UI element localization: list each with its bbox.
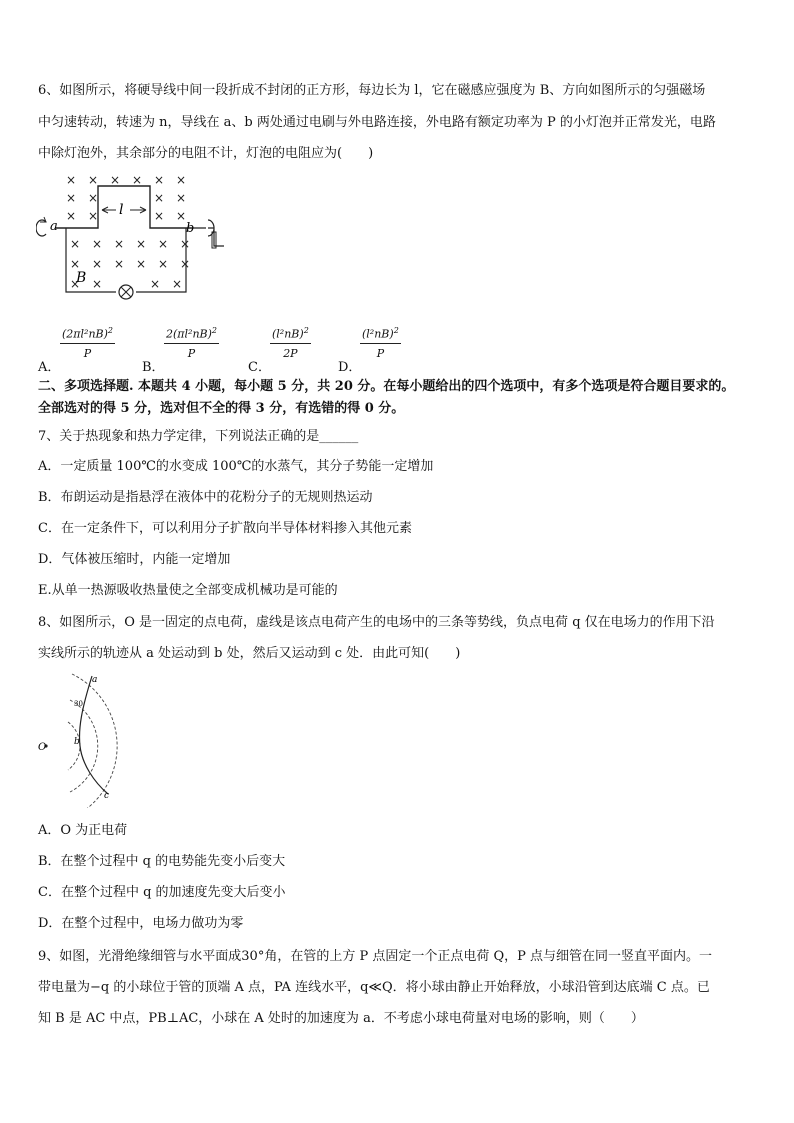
- field-cross: ×: [66, 209, 77, 223]
- q7-option-d[interactable]: D．气体被压缩时，内能一定增加: [38, 552, 231, 567]
- field-cross: ×: [176, 209, 187, 223]
- choice-label: B．: [142, 360, 165, 375]
- fraction-denominator: P: [187, 346, 196, 360]
- field-cross: ×: [176, 191, 187, 205]
- bulb-icon: [119, 285, 133, 299]
- q6-magnetic-field-figure: [36, 170, 246, 310]
- label-b: b: [74, 737, 80, 747]
- fraction-denominator: P: [83, 346, 92, 360]
- field-cross: ×: [66, 191, 77, 205]
- q9-stem-line1: 9、如图，光滑绝缘细管与水平面成30°角，在管的上方 P 点固定一个正点电荷 Q，P 点与细管在同一竖直平面内。一: [38, 949, 712, 964]
- fraction-numerator: (l²nB): [362, 327, 394, 341]
- fraction-denominator: 2P: [283, 346, 298, 360]
- label-a: a: [50, 219, 58, 234]
- choice-label: C．: [248, 360, 271, 375]
- field-cross: ×: [150, 277, 161, 291]
- field-cross: ×: [92, 257, 103, 271]
- label-30: 30: [74, 700, 83, 708]
- field-cross: ×: [158, 257, 169, 271]
- field-cross: ×: [70, 257, 81, 271]
- field-cross: ×: [154, 173, 165, 187]
- field-cross: ×: [70, 237, 81, 251]
- field-cross: ×: [180, 237, 191, 251]
- q8-option-d[interactable]: D．在整个过程中，电场力做功为零: [38, 916, 244, 931]
- field-cross: ×: [70, 277, 81, 291]
- field-cross: ×: [154, 209, 165, 223]
- q8-option-b[interactable]: B．在整个过程中 q 的电势能先变小后变大: [38, 854, 286, 869]
- q7-option-e[interactable]: E.从单一热源吸收热量使之全部变成机械功是可能的: [38, 583, 338, 598]
- field-cross: ×: [66, 173, 77, 187]
- field-cross: ×: [136, 257, 147, 271]
- fraction-numerator: (2πl²nB): [62, 327, 108, 341]
- label-O: O: [38, 742, 47, 753]
- fraction-numerator: (l²nB): [272, 327, 304, 341]
- q9-stem-line3: 知 B 是 AC 中点，PB⊥AC，小球在 A 处时的加速度为 a．不考虑小球电荷量对电场的影响，则（ ）: [38, 1011, 644, 1026]
- field-cross: ×: [180, 257, 191, 271]
- choice-label: D．: [338, 360, 362, 375]
- q8-option-a[interactable]: A．O 为正电荷: [38, 823, 128, 838]
- power-2: 2: [211, 326, 218, 335]
- label-a: a: [92, 675, 98, 685]
- field-cross: ×: [92, 277, 103, 291]
- field-cross: ×: [92, 237, 103, 251]
- label-l: l: [119, 202, 124, 218]
- label-c: c: [104, 791, 110, 801]
- power-2: 2: [107, 326, 114, 335]
- field-cross: ×: [132, 173, 143, 187]
- q8-stem-line2: 实线所示的轨迹从 a 处运动到 b 处，然后又运动到 c 处．由此可知( ): [38, 646, 461, 661]
- q6-stem-line3: 中除灯泡外，其余部分的电阻不计，灯泡的电阻应为( ): [38, 146, 374, 161]
- fraction-denominator: P: [376, 346, 385, 360]
- field-cross: ×: [158, 237, 169, 251]
- power-2: 2: [303, 326, 309, 335]
- choice-label: A．: [38, 360, 61, 375]
- q7-stem: 7、关于热现象和热力学定律，下列说法正确的是______: [38, 429, 359, 444]
- section2-instructions-line2: 全部选对的得 5 分，选对但不全的得 3 分，有选错的得 0 分。: [38, 401, 405, 416]
- q8-stem-line1: 8、如图所示，O 是一固定的点电荷，虚线是该点电荷产生的电场中的三条等势线，负点电荷 q 仅在电场力的作用下沿: [38, 615, 715, 630]
- field-cross: ×: [176, 173, 187, 187]
- q8-equipotential-figure: [36, 668, 146, 808]
- field-cross: ×: [88, 191, 99, 205]
- fraction-numerator: 2(πl²nB): [166, 327, 212, 341]
- q9-stem-line2: 带电量为−q 的小球位于管的顶端 A 点，PA 连线水平，q≪Q．将小球由静止开始释放，小球沿管到达底端 C 点。已: [38, 980, 710, 995]
- label-b: b: [186, 221, 195, 236]
- q7-option-a[interactable]: A．一定质量 100℃的水变成 100℃的水蒸气，其分子势能一定增加: [38, 459, 434, 474]
- field-cross: ×: [88, 173, 99, 187]
- q6-stem-line1: 6、如图所示，将硬导线中间一段折成不封闭的正方形，每边长为 l，它在磁感应强度为 B、方向如图所示的匀强磁场: [38, 83, 706, 98]
- q6-stem-line2: 中匀速转动，转速为 n，导线在 a、b 两处通过电刷与外电路连接，外电路有额定功率为 P 的小灯泡并正常发光，电路: [38, 115, 716, 130]
- section2-instructions-line1: 二、多项选择题. 本题共 4 小题，每小题 5 分，共 20 分。在每小题给出的四个选项中，有多个选项是符合题目要求的。: [38, 379, 735, 394]
- field-cross: ×: [154, 191, 165, 205]
- q7-option-c[interactable]: C．在一定条件下，可以利用分子扩散向半导体材料掺入其他元素: [38, 521, 412, 536]
- field-cross: ×: [114, 257, 125, 271]
- field-cross: ×: [114, 237, 125, 251]
- field-cross: ×: [172, 277, 183, 291]
- field-cross: ×: [136, 237, 147, 251]
- crank-handle-icon: [192, 220, 224, 246]
- field-cross: ×: [110, 173, 121, 187]
- q7-option-b[interactable]: B．布朗运动是指悬浮在液体中的花粉分子的无规则热运动: [38, 490, 373, 505]
- label-B: B: [76, 270, 87, 286]
- power-2: 2: [393, 326, 399, 335]
- field-cross: ×: [88, 209, 99, 223]
- q8-option-c[interactable]: C．在整个过程中 q 的加速度先变大后变小: [38, 885, 286, 900]
- charge-trajectory: [80, 676, 109, 794]
